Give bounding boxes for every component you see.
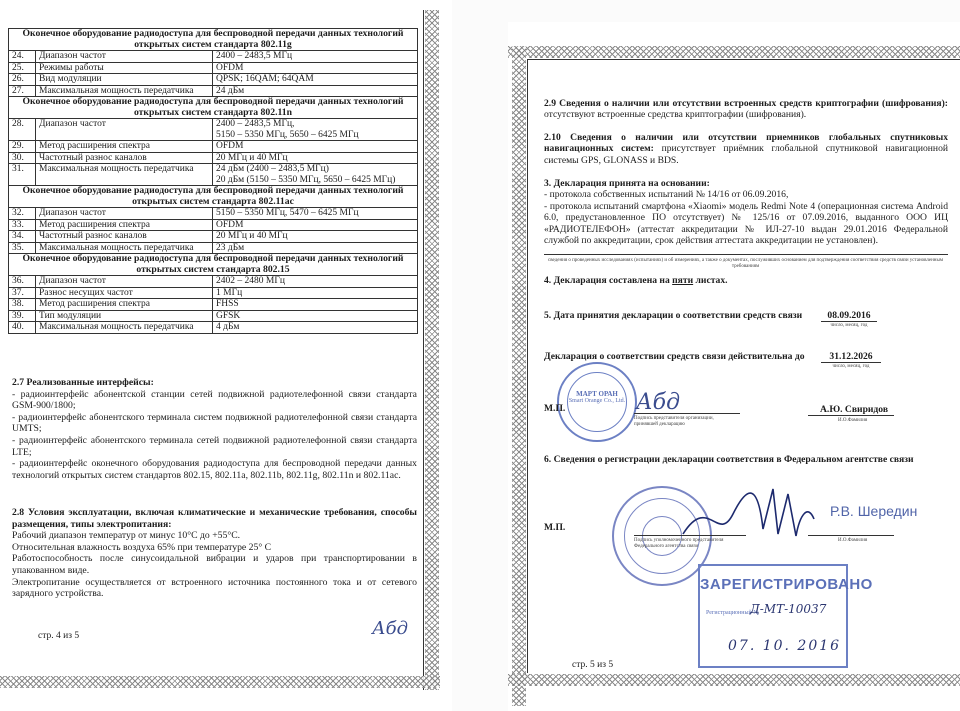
ornamental-border-left [512, 46, 526, 706]
table-row [9, 85, 418, 97]
specifications-table [8, 28, 418, 334]
parameter-name: Максимальная мощность передатчика [36, 85, 213, 97]
validity-date [821, 351, 881, 363]
parameter-value: 23 дБм [213, 242, 418, 254]
stamp-text: МАРТ ОРАН [576, 390, 618, 398]
section-header-cell: Оконечное оборудование радиодоступа для беспроводной передачи данных технологий открытых систем стандарта 802.11n [9, 97, 418, 119]
parameter-name: Метод расширения спектра [36, 299, 213, 311]
mp-label: М.П. [544, 403, 566, 414]
section-4-title: 4. Декларация составлена на [544, 275, 670, 286]
section-6-title: 6. Сведения о регистрации декларации соответствия в Федеральном агентстве связи [544, 454, 914, 465]
declaration-page-4 [0, 0, 452, 711]
table-section-header [9, 97, 418, 119]
ornamental-border-top [508, 46, 960, 58]
row-number: 31. [9, 164, 36, 186]
parameter-name: Метод расширения спектра [36, 141, 213, 153]
signature-caption-1: Подпись представителя организации, принявшей декларацию [634, 416, 714, 427]
company-round-stamp [557, 362, 637, 442]
section-2-7 [12, 377, 417, 481]
mp-label: М.П. [544, 522, 566, 533]
table-row [9, 242, 418, 254]
row-number: 29. [9, 141, 36, 153]
registered-label: ЗАРЕГИСТРИРОВАНО [700, 576, 873, 593]
parameter-value: FHSS [213, 299, 418, 311]
parameter-value: 20 МГц и 40 МГц [213, 231, 418, 243]
registration-number-label: Регистрационный № [706, 610, 759, 616]
row-number: 37. [9, 287, 36, 299]
sheet-count: пяти [672, 275, 694, 286]
parameter-value: OFDM [213, 141, 418, 153]
section-header-cell: Оконечное оборудование радиодоступа для беспроводной передачи данных технологий открытых систем стандарта 802.11ac [9, 186, 418, 208]
parameter-value: 24 дБм [213, 85, 418, 97]
fio-caption: И.О.Фамилия [838, 538, 868, 543]
parameter-name: Режимы работы [36, 62, 213, 74]
parameter-value: 2400 – 2483,5 МГц, 5150 – 5350 МГц, 5650 – 6425 МГц [213, 119, 418, 141]
row-number: 38. [9, 299, 36, 311]
table-row [9, 208, 418, 220]
acceptance-date-value: 08.09.2016 [827, 310, 871, 321]
signature-caption-2: Подпись уполномоченного представителя Федерального агентства связи [634, 538, 724, 549]
parameter-name: Диапазон частот [36, 51, 213, 63]
parameter-name: Метод расширения спектра [36, 219, 213, 231]
page-number: стр. 4 из 5 [38, 631, 80, 641]
parameter-value: 5150 – 5350 МГц, 5470 – 6425 МГц [213, 208, 418, 220]
table-row [9, 287, 418, 299]
table-row [9, 276, 418, 288]
section-4 [544, 275, 948, 286]
parameter-value: 20 МГц и 40 МГц [213, 152, 418, 164]
row-number: 36. [9, 276, 36, 288]
table-row [9, 164, 418, 186]
section-2-9 [544, 98, 948, 121]
section-header-cell: Оконечное оборудование радиодоступа для беспроводной передачи данных технологий открытых систем стандарта 802.15 [9, 254, 418, 276]
stamp-placeholder-2 [544, 522, 565, 533]
row-number: 32. [9, 208, 36, 220]
parameter-name: Тип модуляции [36, 310, 213, 322]
border-line [527, 59, 960, 60]
declaration-page-5 [508, 22, 960, 711]
page-number: стр. 5 из 5 [572, 660, 614, 670]
table-row [9, 74, 418, 86]
validity-line [544, 351, 805, 362]
parameter-value: 2400 – 2483,5 МГц [213, 51, 418, 63]
parameter-name: Максимальная мощность передатчика [36, 322, 213, 334]
section-3-note: сведения о проведенных исследованиях (испытаниях) и об измерениях, а также о документах, послуживших основанием для подтверждения соответствия средств связи установленным требованиям [548, 258, 944, 269]
parameter-value: OFDM [213, 62, 418, 74]
section-5-label: 5. Дата принятия декларации о соответствии средств связи [544, 310, 803, 321]
registration-stamp [698, 564, 873, 668]
registration-date: 07. 10. 2016 [728, 638, 842, 654]
row-number: 35. [9, 242, 36, 254]
parameter-value: 2402 – 2480 МГц [213, 276, 418, 288]
parameter-name: Вид модуляции [36, 74, 213, 86]
section-6 [544, 454, 924, 465]
date-caption: число, месяц, год [830, 323, 868, 328]
row-number: 34. [9, 231, 36, 243]
ornamental-border-right [425, 10, 439, 690]
table-row [9, 62, 418, 74]
table-section-header [9, 186, 418, 208]
row-number: 25. [9, 62, 36, 74]
underline [544, 254, 948, 255]
parameter-value: 24 дБм (2400 – 2483,5 МГц) 20 дБм (5150 – 5350 МГц, 5650 – 6425 МГц) [213, 164, 418, 186]
border-line [527, 59, 528, 673]
ornamental-border-bottom [0, 676, 440, 688]
initials-signature: Абд [372, 618, 409, 639]
parameter-name: Диапазон частот [36, 119, 213, 141]
table-row [9, 322, 418, 334]
section-header-cell: Оконечное оборудование радиодоступа для беспроводной передачи данных технологий открытых систем стандарта 802.11g [9, 29, 418, 51]
ornamental-border-bottom [508, 674, 960, 686]
stamp-text: Smart Orange Co., Ltd. [568, 398, 626, 404]
parameter-value: 4 дБм [213, 322, 418, 334]
name-line [808, 535, 894, 536]
section-2-8 [12, 507, 417, 600]
section-3-body: - протокола собственных испытаний № 14/16 от 06.09.2016, - протокола испытаний смартфона «Xiaomi» модель Redmi Note 4 (операционная система Android 6.0, предустановленное ПО отсутствует) № 125/16 от 07.09.2016, выданного ООО ИЦ «РАДИОТЕЛЕФОН» (аттестат аккредитации № ИЛ-27-10 выдан 29.01.2016 Федеральной службой по аккредитации, срок действия аттестата аккредитации не установлен). [544, 189, 948, 247]
signer-name-2: Р.В. Шередин [830, 503, 918, 519]
registration-number: Д-МТ-10037 [750, 602, 827, 616]
name-line [808, 415, 894, 416]
table-row [9, 219, 418, 231]
table-row [9, 51, 418, 63]
section-2-7-body: - радиоинтерфейс абонентской станции сетей подвижной радиотелефонной связи стандарта GSM-900/1800; - радиоинтерфейс абонентского терминала систем подвижной радиотелефонной связи стандарта UMTS; - радиоинтерфейс абонентского терминала сетей подвижной радиотелефонной связи стандарта LTE; - радиоинтерфейс оконечного оборудования радиодоступа для беспроводной передачи данных технологий открытых систем стандартов 802.15, 802.11a, 802.11b, 802.11g, 802.11n и 802.11ac. [12, 388, 417, 481]
parameter-value: OFDM [213, 219, 418, 231]
section-4-tail: листах. [695, 275, 728, 286]
signature-line [634, 413, 740, 414]
acceptance-date [821, 310, 877, 322]
section-2-9-title: 2.9 Сведения о наличии или отсутствии встроенных средств криптографии (шифрования): [544, 98, 948, 109]
row-number: 40. [9, 322, 36, 334]
section-3-title: 3. Декларация принята на основании: [544, 178, 710, 189]
parameter-name: Максимальная мощность передатчика [36, 164, 213, 186]
parameter-name: Разнос несущих частот [36, 287, 213, 299]
row-number: 33. [9, 219, 36, 231]
stamp-placeholder-1 [544, 403, 565, 414]
row-number: 27. [9, 85, 36, 97]
parameter-value: GFSK [213, 310, 418, 322]
parameter-name: Диапазон частот [36, 276, 213, 288]
section-2-8-title: 2.8 Условия эксплуатации, включая климатические и механические требования, способы размещения, типы электропитания: [12, 507, 417, 530]
validity-date-value: 31.12.2026 [829, 351, 873, 362]
signature-sviridov: Абд [636, 390, 681, 415]
signer-name-1 [820, 404, 888, 415]
date-caption: число, месяц, год [832, 364, 870, 369]
table-row [9, 310, 418, 322]
signer-name-text: А.Ю. Свиридов [820, 404, 889, 415]
section-2-10-title: 2.10 Сведения о наличии или отсутствии приемников глобальных спутниковых навигационных систем: [544, 132, 948, 155]
fio-caption: И.О.Фамилия [838, 418, 868, 423]
row-number: 39. [9, 310, 36, 322]
table-section-header [9, 254, 418, 276]
row-number: 30. [9, 152, 36, 164]
section-2-8-body: Рабочий диапазон температур от минус 10°С до +55°С. Относительная влажность воздуха 65% при температуре 25° С Работоспособность после синусоидальной вибрации и ударов при транспортировании в упакованном виде. Электропитание осуществляется от встроенного источника постоянного тока и от сетевого зарядного устройства. [12, 530, 417, 600]
table-row [9, 119, 418, 141]
signature-line [634, 535, 746, 536]
row-number: 28. [9, 119, 36, 141]
table-row [9, 299, 418, 311]
parameter-name: Частотный разнос каналов [36, 152, 213, 164]
section-3 [544, 178, 948, 246]
parameter-name: Частотный разнос каналов [36, 231, 213, 243]
parameter-value: 1 МГц [213, 287, 418, 299]
section-2-10 [544, 132, 948, 166]
parameter-value: QPSK; 16QAM; 64QAM [213, 74, 418, 86]
section-2-9-body: отсутствуют встроенные средства криптографии (шифрования). [544, 109, 807, 121]
table-section-header [9, 29, 418, 51]
row-number: 24. [9, 51, 36, 63]
parameter-name: Диапазон частот [36, 208, 213, 220]
validity-label: Декларация о соответствии средств связи действительна до [544, 351, 805, 362]
section-5 [544, 310, 802, 321]
table-row [9, 141, 418, 153]
row-number: 26. [9, 74, 36, 86]
section-2-7-title: 2.7 Реализованные интерфейсы: [12, 377, 154, 388]
section-2-10-body: присутствует приёмник глобальной спутниковой навигационной системы GPS, GLONASS и BDS. [544, 143, 948, 166]
parameter-name: Максимальная мощность передатчика [36, 242, 213, 254]
table-row [9, 152, 418, 164]
border-line [423, 10, 424, 690]
table-row [9, 231, 418, 243]
